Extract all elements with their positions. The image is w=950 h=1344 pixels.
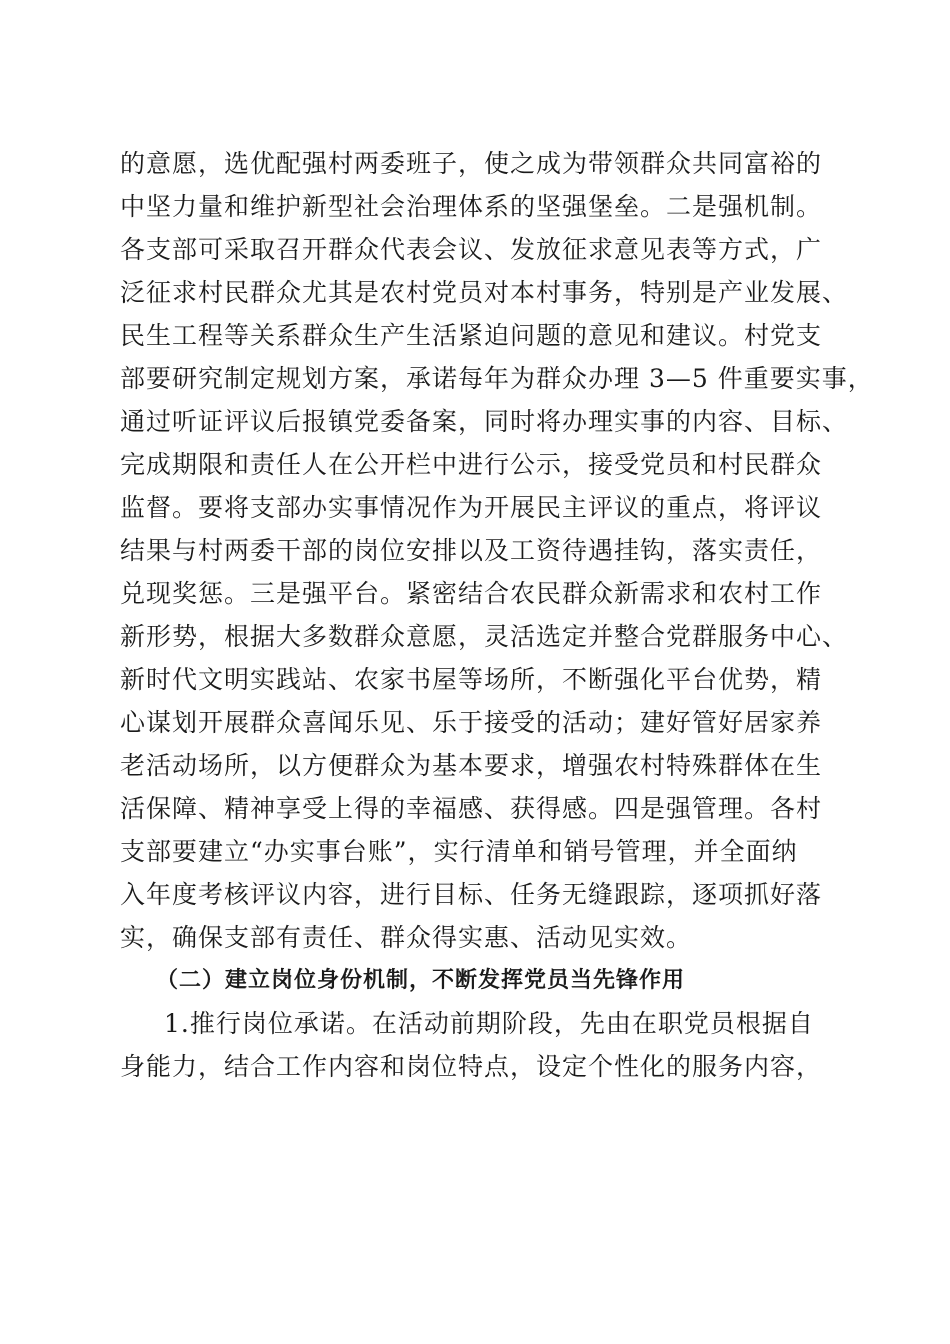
subsection-line: 1.推行岗位承诺。在活动前期阶段，先由在职党员根据自 xyxy=(164,1009,814,1038)
paragraph-line: 兑现奖惩。三是强平台。紧密结合农民群众新需求和农村工作 xyxy=(120,579,823,608)
paragraph-line: 新时代文明实践站、农家书屋等场所，不断强化平台优势，精 xyxy=(120,665,823,694)
paragraph-line: 通过听证评议后报镇党委备案，同时将办理实事的内容、目标、 xyxy=(120,407,849,436)
paragraph-line: 部要研究制定规划方案，承诺每年为群众办理 3—5 件重要实事， xyxy=(120,364,874,393)
section-heading: （二）建立岗位身份机制，不断发挥党员当先锋作用 xyxy=(156,968,686,993)
paragraph-line: 实，确保支部有责任、群众得实惠、活动见实效。 xyxy=(120,923,693,952)
paragraph-line: 老活动场所，以方便群众为基本要求，增强农村特殊群体在生 xyxy=(120,751,823,780)
paragraph-line: 的意愿，选优配强村两委班子，使之成为带领群众共同富裕的 xyxy=(120,149,823,178)
paragraph-line: 各支部可采取召开群众代表会议、发放征求意见表等方式，广 xyxy=(120,235,823,264)
paragraph-line: 心谋划开展群众喜闻乐见、乐于接受的活动；建好管好居家养 xyxy=(120,708,823,737)
document-body xyxy=(120,142,874,1088)
paragraph-line: 结果与村两委干部的岗位安排以及工资待遇挂钩，落实责任， xyxy=(120,536,823,565)
paragraph-line: 支部要建立“办实事台账”，实行清单和销号管理，并全面纳 xyxy=(120,837,798,866)
paragraph-line: 活保障、精神享受上得的幸福感、获得感。四是强管理。各村 xyxy=(120,794,823,823)
paragraph-line: 完成期限和责任人在公开栏中进行公示，接受党员和村民群众 xyxy=(120,450,823,479)
paragraph-line: 入年度考核评议内容，进行目标、任务无缝跟踪，逐项抓好落 xyxy=(120,880,823,909)
paragraph-line: 监督。要将支部办实事情况作为开展民主评议的重点，将评议 xyxy=(120,493,823,522)
subsection-line: 身能力，结合工作内容和岗位特点，设定个性化的服务内容， xyxy=(120,1052,823,1081)
paragraph-line: 新形势，根据大多数群众意愿，灵活选定并整合党群服务中心、 xyxy=(120,622,849,651)
paragraph-line: 泛征求村民群众尤其是农村党员对本村事务，特别是产业发展、 xyxy=(120,278,849,307)
paragraph-line: 民生工程等关系群众生产生活紧迫问题的意见和建议。村党支 xyxy=(120,321,823,350)
paragraph-line: 中坚力量和维护新型社会治理体系的坚强堡垒。二是强机制。 xyxy=(120,192,823,221)
